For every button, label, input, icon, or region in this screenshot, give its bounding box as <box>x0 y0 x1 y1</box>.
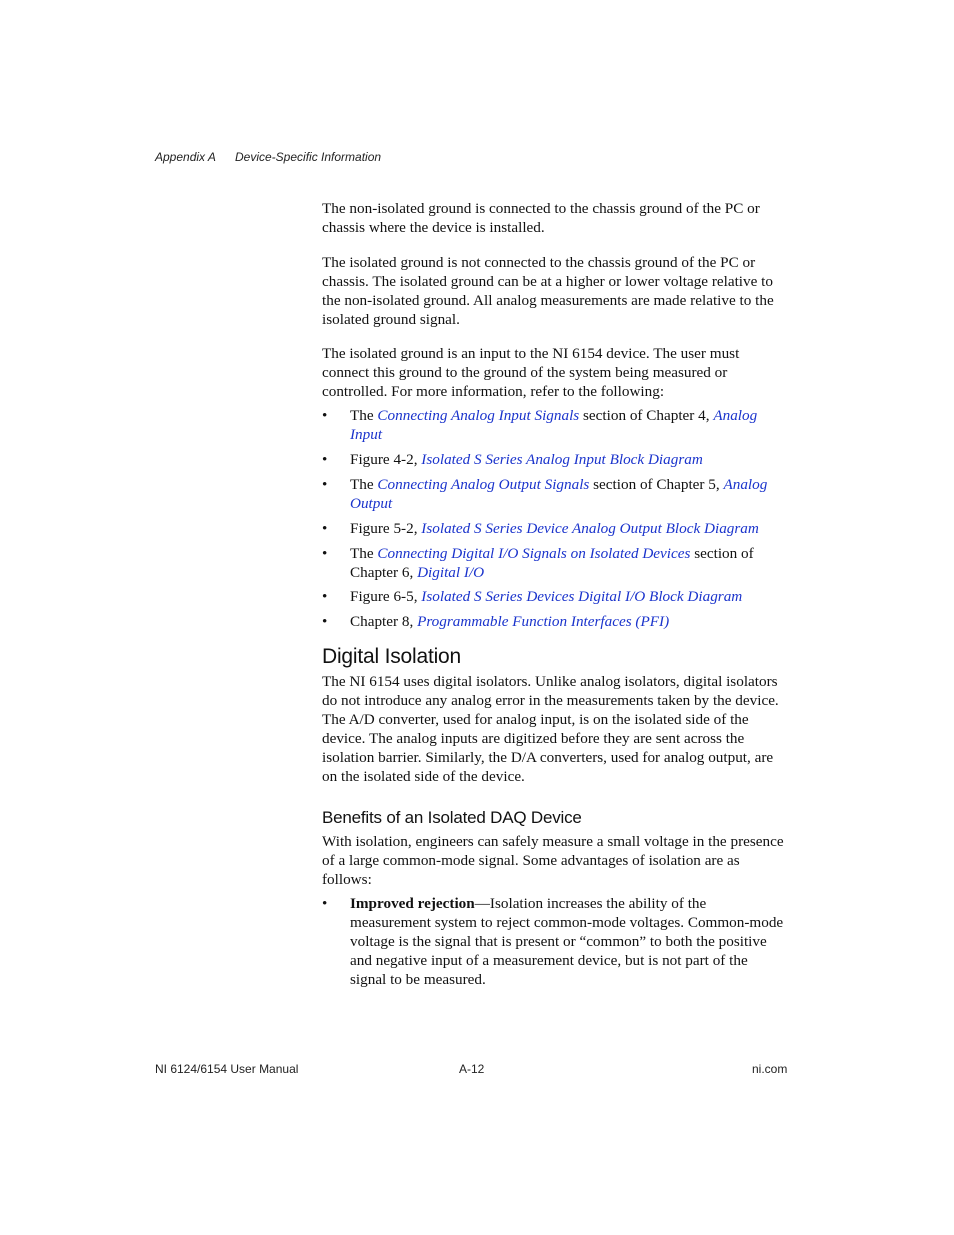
ref-middle: section of Chapter 4, <box>579 407 714 425</box>
benefit-term: Improved rejection <box>350 895 475 913</box>
footer-manual-title: NI 6124/6154 User Manual <box>155 1062 299 1076</box>
link-connecting-analog-output-signals[interactable]: Connecting Analog Output Signals <box>377 475 590 493</box>
reference-list <box>322 407 786 632</box>
ref-prefix: The <box>350 475 378 493</box>
link-analog-input-chapter[interactable]: Analog Input <box>350 407 758 444</box>
paragraph-isolated-ground: The isolated ground is not connected to the chassis ground of the PC or chassis. The isolated ground can be at a higher or lower voltage relative to the non-isolated ground. All analog measurements are made relative to the isolated ground signal. <box>322 253 774 328</box>
running-header <box>155 150 381 164</box>
benefit-description: —Isolation increases the ability of the measurement system to reject common-mode voltages. Common-mode voltage is the signal that is present or “common” to both the positive and negative input of a measurement device, but is not part of the signal to be measured. <box>350 895 784 988</box>
paragraph-benefits: With isolation, engineers can safely measure a small voltage in the presence of a large common-mode signal. Some advantages of isolation are as follows: <box>322 833 784 889</box>
footer-page-number: A-12 <box>459 1062 485 1076</box>
benefits-list <box>322 895 786 990</box>
list-item <box>322 613 786 632</box>
footer-website[interactable]: ni.com <box>752 1062 788 1076</box>
list-item <box>322 407 786 445</box>
paragraph-isolated-ground-input: The isolated ground is an input to the NI 6154 device. The user must connect this ground to the ground of the system being measured or controlled. For more information, refer to the following: <box>322 345 740 401</box>
ref-prefix: Figure 4-2, <box>350 450 422 468</box>
link-analog-output-chapter[interactable]: Analog Output <box>350 475 768 512</box>
paragraph-digital-isolation: The NI 6154 uses digital isolators. Unlike analog isolators, digital isolators do not introduce any analog error in the measurements taken by the device. The A/D converter, used for analog input, is on the isolated side of the device. The analog inputs are digitized before they are sent across the isolation barrier. Similarly, the D/A converters, used for analog output, are on the isolated side of the device. <box>322 673 779 785</box>
list-item <box>322 476 786 514</box>
ref-prefix: Figure 5-2, <box>350 519 422 537</box>
subsection-heading-benefits: Benefits of an Isolated DAQ Device <box>322 807 582 827</box>
ref-prefix: Chapter 8, <box>350 613 418 631</box>
list-item <box>322 520 786 539</box>
link-figure-6-5[interactable]: Isolated S Series Devices Digital I/O Block Diagram <box>421 588 743 606</box>
ref-middle: section of Chapter 5, <box>589 475 724 493</box>
link-figure-4-2[interactable]: Isolated S Series Analog Input Block Diagram <box>421 450 703 468</box>
ref-prefix: Figure 6-5, <box>350 588 422 606</box>
section-heading-digital-isolation: Digital Isolation <box>322 645 462 669</box>
ref-prefix: The <box>350 407 378 425</box>
list-item <box>322 895 786 990</box>
list-item <box>322 545 786 583</box>
list-item <box>322 451 786 470</box>
page-content <box>322 200 786 996</box>
link-connecting-analog-input-signals[interactable]: Connecting Analog Input Signals <box>377 407 580 425</box>
link-figure-5-2[interactable]: Isolated S Series Device Analog Output Block Diagram <box>421 519 759 537</box>
link-pfi-chapter[interactable]: Programmable Function Interfaces (PFI) <box>417 613 670 631</box>
ref-prefix: The <box>350 544 378 562</box>
link-connecting-digital-io-signals[interactable]: Connecting Digital I/O Signals on Isolated Devices <box>377 544 691 562</box>
link-digital-io-chapter[interactable]: Digital I/O <box>417 563 485 581</box>
paragraph-non-isolated-ground: The non-isolated ground is connected to the chassis ground of the PC or chassis where the device is installed. <box>322 200 760 236</box>
ref-middle: section of Chapter 6, <box>350 544 754 581</box>
list-item <box>322 588 786 607</box>
header-chapter: Appendix A <box>155 150 216 164</box>
header-title: Device-Specific Information <box>235 150 382 164</box>
